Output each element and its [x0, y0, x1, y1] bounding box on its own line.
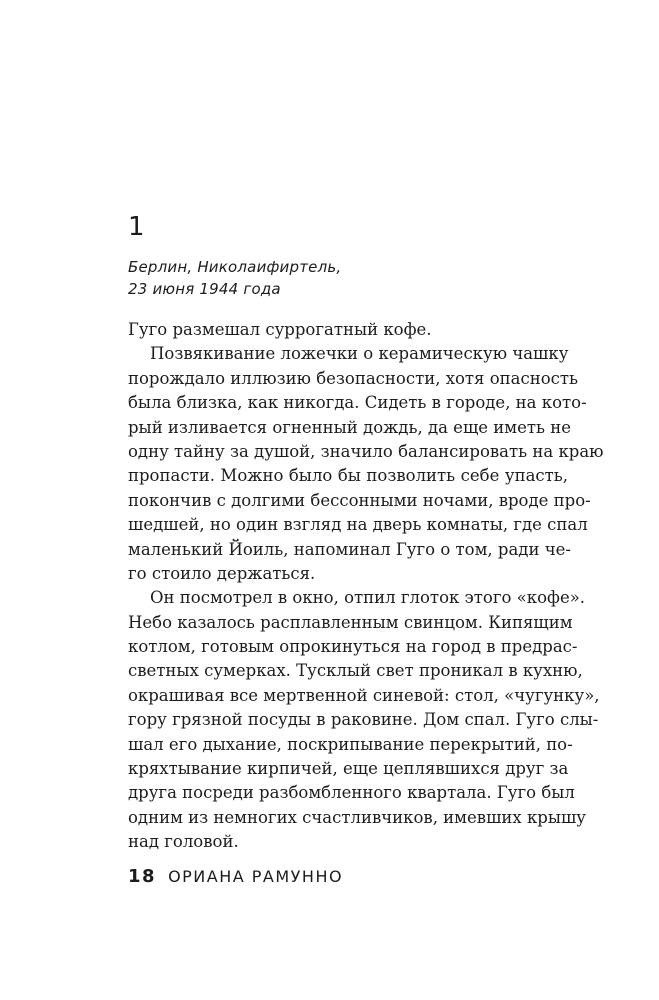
page-footer: [128, 866, 343, 888]
text-line: го стоило держаться.: [128, 563, 316, 583]
text-line: порождало иллюзию безопасности, хотя опасность: [128, 368, 579, 388]
running-head-author: ОРИАНА РАМУННО: [168, 867, 344, 886]
text-line: гору грязной посуды в раковине. Дом спал. Гуго слы-: [128, 710, 599, 730]
text-line: Позвякивание ложечки о керамическую чашку: [150, 344, 569, 364]
text-line: Он посмотрел в окно, отпил глоток этого «кофе».: [150, 588, 586, 608]
text-line: окрашивая все мертвенной синевой: стол, «чугунку»,: [128, 685, 600, 705]
text-line: была близка, как никогда. Сидеть в городе, на кото-: [128, 393, 587, 413]
text-line: друга посреди разбомбленного квартала. Гуго был: [128, 783, 575, 803]
text-line: одним из немногих счастливчиков, имевших крышу: [128, 807, 587, 827]
text-line: одну тайну за душой, значило балансировать на краю: [128, 441, 604, 461]
text-line: покончив с долгими бессонными ночами, вроде про-: [128, 490, 591, 510]
text-line: котлом, готовым опрокинуться на город в предрас-: [128, 637, 578, 657]
chapter-epigraph: [128, 256, 341, 300]
text-line: Небо казалось расплавленным свинцом. Кипящим: [128, 612, 573, 632]
text-line: маленький Йоиль, напоминал Гуго о том, ради че-: [128, 539, 571, 559]
text-line: над головой.: [128, 832, 239, 852]
text-line: шал его дыхание, поскрипывание перекрытий, по-: [128, 734, 573, 754]
text-line: шедшей, но один взгляд на дверь комнаты, где спал: [128, 515, 588, 535]
page-number: 18: [128, 866, 157, 887]
chapter-number: 1: [128, 212, 145, 242]
epigraph-date: 23 июня 1944 года: [128, 280, 281, 298]
text-line: Гуго размешал суррогатный кофе.: [128, 320, 432, 339]
text-line: светных сумерках. Тусклый свет проникал в кухню,: [128, 661, 583, 681]
text-line: кряхтывание кирпичей, еще цеплявшихся друг за: [128, 759, 569, 779]
text-line: рый изливается огненный дождь, да еще иметь не: [128, 417, 572, 437]
text-line: пропасти. Можно было бы позволить себе упасть,: [128, 466, 568, 486]
epigraph-place: Берлин, Николаифиртель,: [128, 258, 342, 276]
body-text: [128, 318, 604, 855]
